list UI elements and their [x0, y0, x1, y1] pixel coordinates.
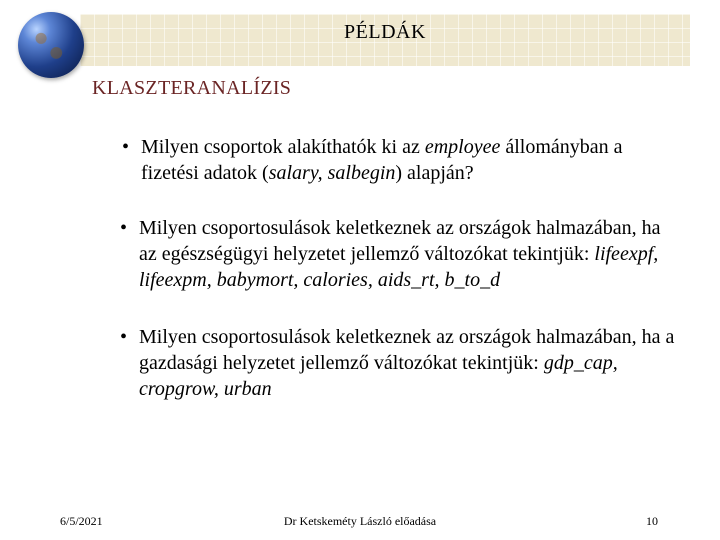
bullet-item-1: [122, 134, 680, 186]
bullet-text: állományban a fizetési adatok (: [141, 136, 623, 184]
section-heading: KLASZTERANALÍZIS: [92, 77, 292, 99]
bullet-item-2: [120, 215, 680, 293]
bullet-marker: •: [120, 326, 128, 348]
bullet-text: Milyen csoportosulások keletkeznek az országok halmazában, ha a gazdasági helyzetet jellemző változókat tekintjük:: [139, 326, 675, 374]
bullet-item-3: [120, 324, 680, 402]
bullet-text-italic: gdp_cap, cropgrow, urban: [139, 352, 618, 400]
bullet-text-italic: salary, salbegin: [268, 162, 396, 184]
bullet-marker: •: [120, 217, 128, 239]
bullet-text: Milyen csoportosulások keletkeznek az országok halmazában, ha az egészségügyi helyzetet jellemző változókat tekintjük:: [139, 217, 661, 265]
page-number: 10: [646, 514, 658, 528]
bullet-text-italic: employee: [424, 136, 501, 158]
bullet-marker: •: [122, 136, 130, 158]
bullet-text: ) alapján?: [395, 162, 474, 184]
bullet-text: Milyen csoportok alakíthatók ki az: [141, 136, 425, 158]
footer-author: Dr Ketskeméty László előadása: [283, 514, 437, 528]
slide-title: PÉLDÁK: [344, 21, 426, 43]
globe-icon: [18, 12, 84, 78]
footer-date: 6/5/2021: [60, 514, 103, 528]
bullet-list: [120, 134, 680, 402]
bullet-text-italic: lifeexpf, lifeexpm, babymort, calories, aids_rt, b_to_d: [139, 243, 659, 291]
